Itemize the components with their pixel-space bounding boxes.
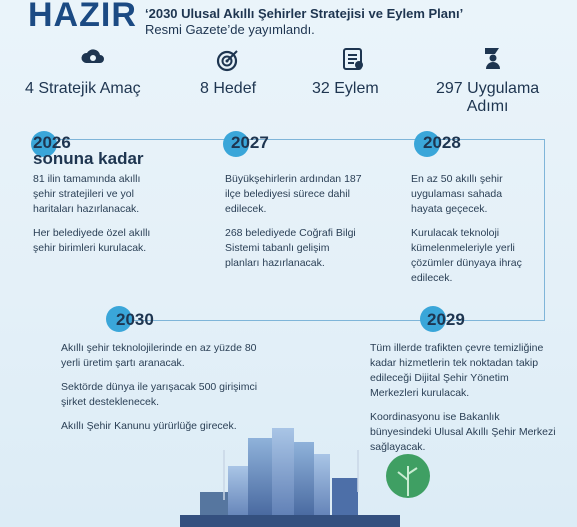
year-2028: 2028 xyxy=(423,133,461,152)
timeline-text-2026 xyxy=(33,172,163,265)
page-title: ‘2030 Ulusal Akıllı Şehirler Stratejisi ve Eylem Planı’ xyxy=(145,6,464,21)
year-2030: 2030 xyxy=(116,310,154,329)
stat-actions: 32 Eylem xyxy=(312,80,379,97)
timeline-line-top xyxy=(44,139,544,140)
text-2030-p3: Akıllı Şehir Kanunu yürürlüğe girecek. xyxy=(61,420,237,432)
checklist-icon xyxy=(340,46,366,72)
text-2028-p1: En az 50 akıllı şehir uygulaması sahada hayata geçecek. xyxy=(411,173,503,215)
text-2029-p2: Koordinasyonu ise Bakanlık bünyesindeki Ulusal Akıllı Şehir Merkezi sağlayacak. xyxy=(370,411,556,453)
text-2030-p1: Akıllı şehir teknolojilerinde en az yüzde 80 yerli üretim şartı aranacak. xyxy=(61,342,257,369)
tree-icon xyxy=(383,452,433,502)
year-2026-suffix: sonuna kadar xyxy=(33,149,144,168)
stat-steps-line2: Adımı xyxy=(466,98,509,115)
year-2027: 2027 xyxy=(231,133,269,152)
text-2026-p1: 81 ilin tamamında akıllı şehir stratejileri ve yol haritaları hazırlanacak. xyxy=(33,173,141,215)
timeline-text-2027 xyxy=(225,172,365,280)
smart-city-illustration xyxy=(180,420,400,527)
stat-steps xyxy=(436,80,539,116)
brand-title: HAZIR xyxy=(28,0,137,34)
cloud-gear-icon xyxy=(80,45,106,71)
text-2027-p2: 268 belediyede Coğrafi Bilgi Sistemi tabanlı gelişim planları hazırlanacak. xyxy=(225,227,356,269)
person-steps-icon xyxy=(480,44,506,70)
text-2026-p2: Her belediyede özel akıllı şehir birimleri kurulacak. xyxy=(33,227,151,254)
page-subtitle: Resmi Gazete’de yayımlandı. xyxy=(145,22,315,37)
text-2027-p1: Büyükşehirlerin ardından 187 ilçe belediyesi sürece dahil edilecek. xyxy=(225,173,362,215)
year-2029: 2029 xyxy=(427,310,465,329)
text-2030-p2: Sektörde dünya ile yarışacak 500 girişimci şirket desteklenecek. xyxy=(61,381,258,408)
target-icon xyxy=(215,47,241,73)
stat-goals: 4 Stratejik Amaç xyxy=(25,80,141,97)
stat-targets: 8 Hedef xyxy=(200,80,257,97)
text-2028-p2: Kurulacak teknoloji kümelenmeleriyle yerli çözümler dünyaya ihraç edilecek. xyxy=(411,227,522,284)
stat-steps-line1: 297 Uygulama xyxy=(436,80,540,97)
year-2026: 2026 xyxy=(33,133,71,152)
timeline-line-bottom xyxy=(118,320,545,321)
timeline-line-right xyxy=(544,139,545,320)
timeline-text-2028 xyxy=(411,172,529,295)
text-2029-p1: Tüm illerde trafikten çevre temizliğine kadar hizmetlerin tek noktadan takip edileceği Dijital Şehir Yönetim Merkezleri kurulacak. xyxy=(370,342,544,399)
